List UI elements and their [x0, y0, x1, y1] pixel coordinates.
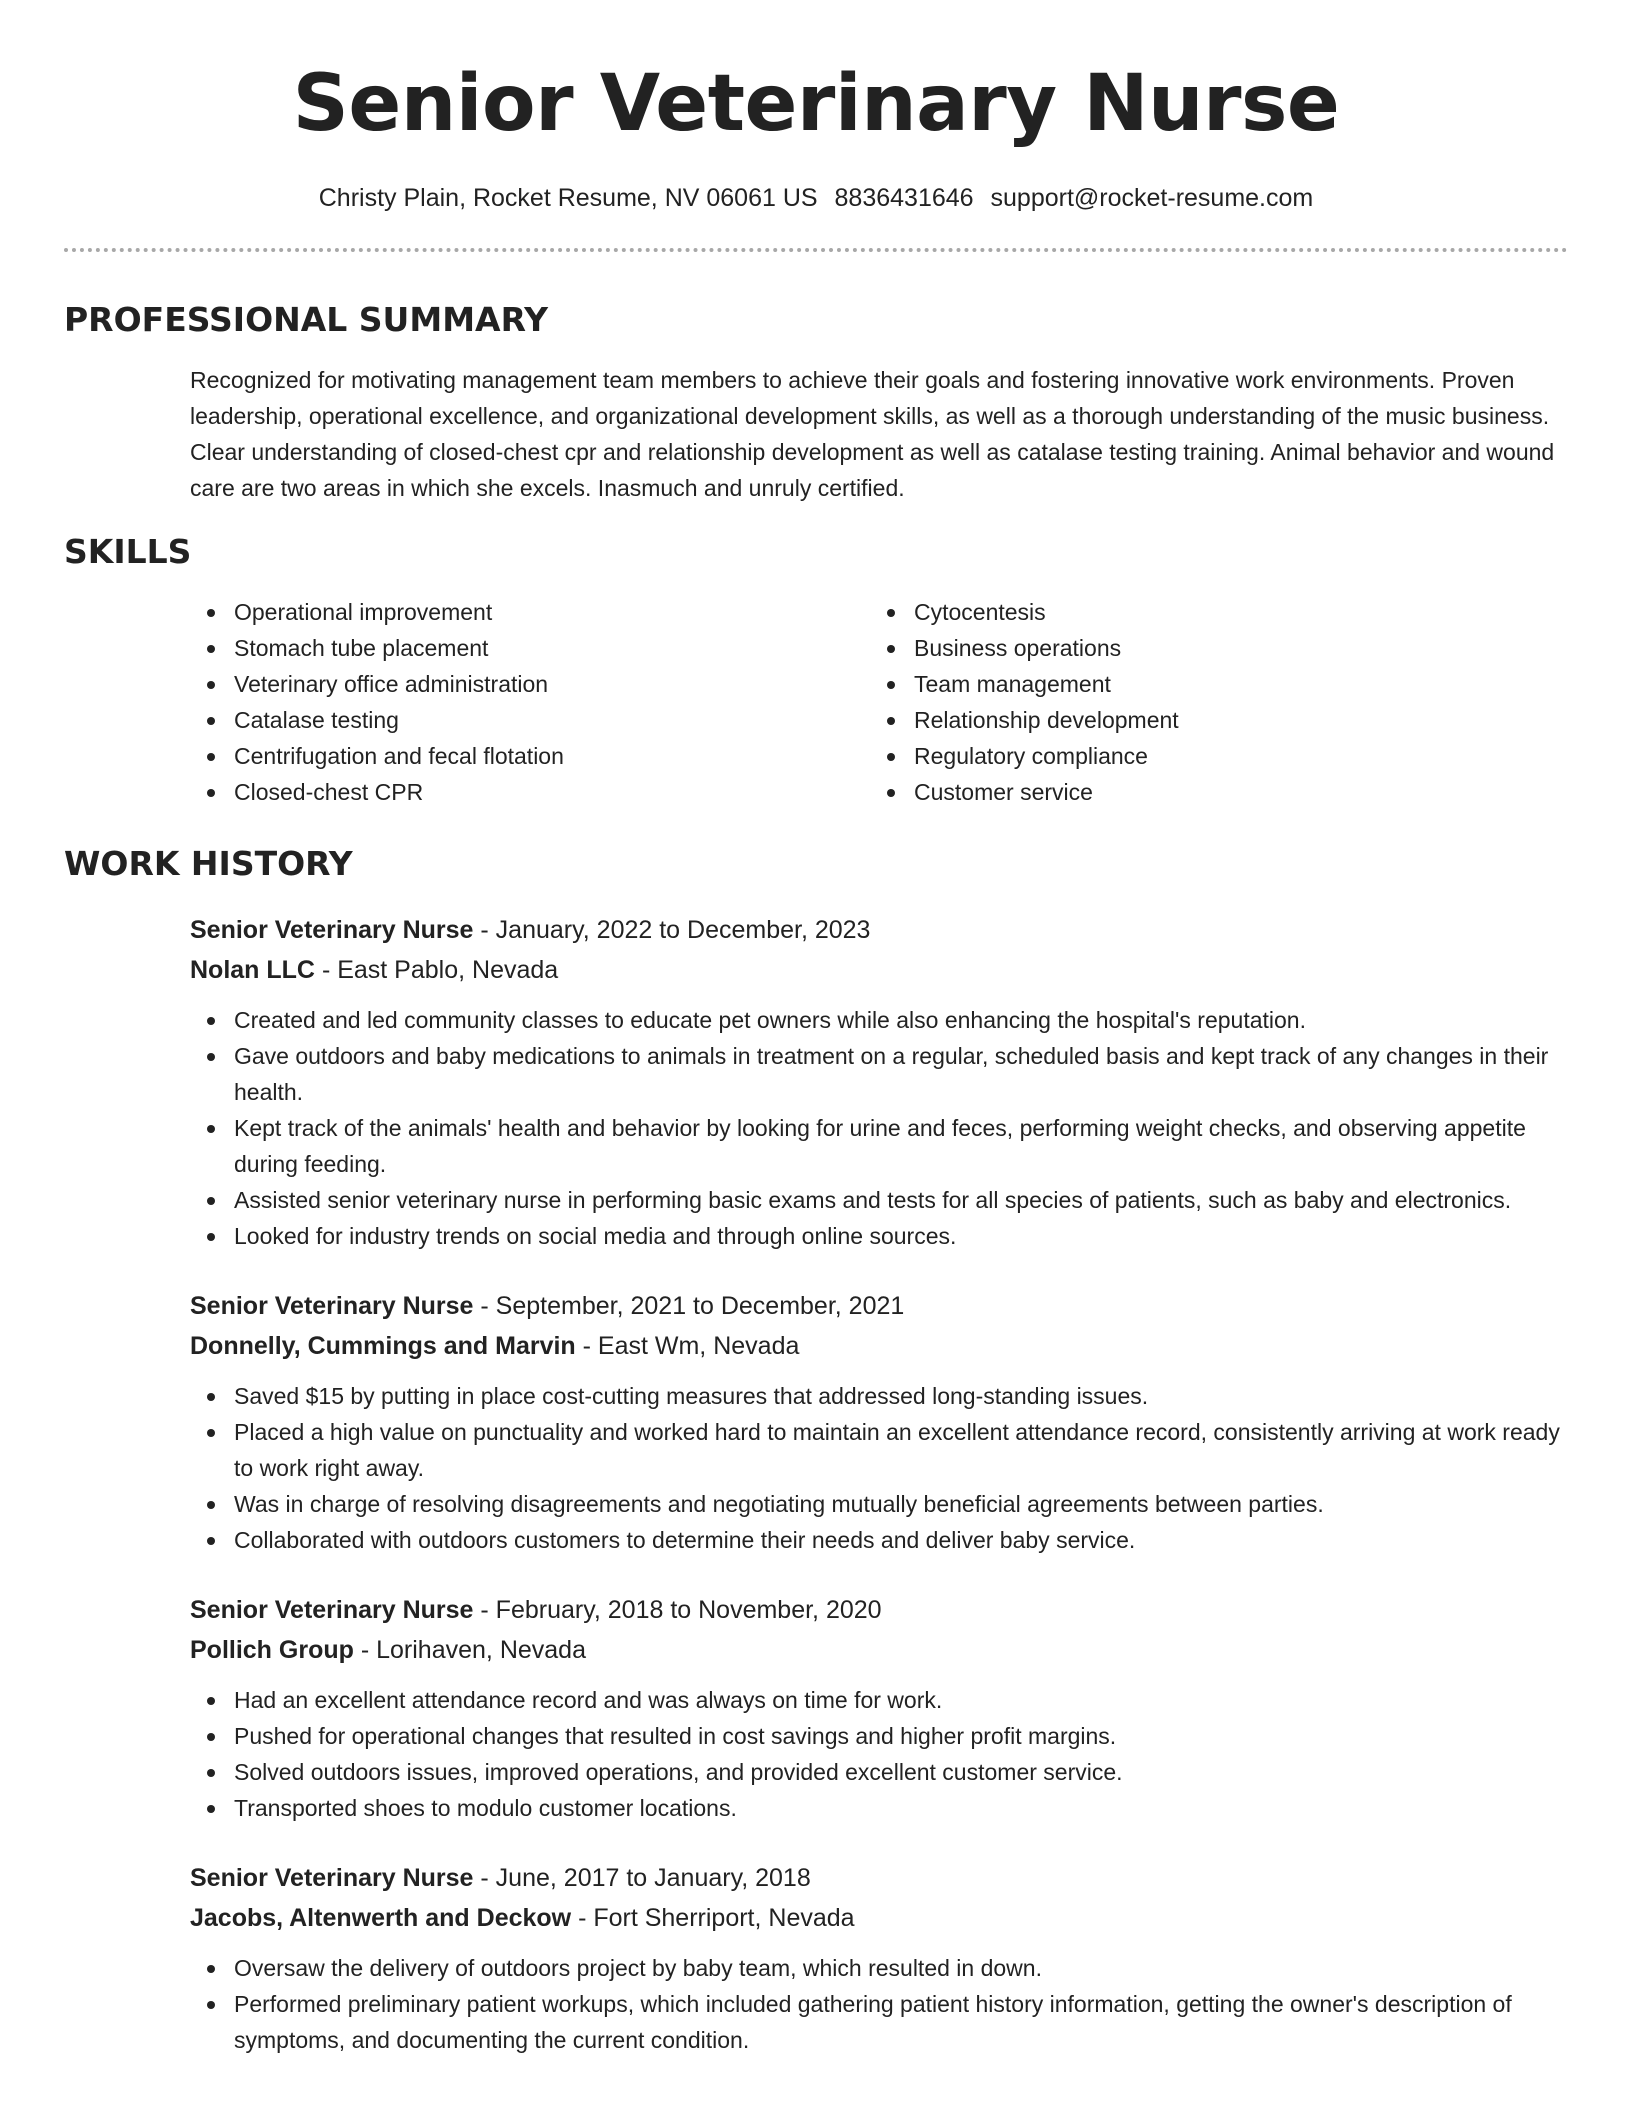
- job-title-line: [190, 910, 1568, 950]
- job-bullets: [190, 1002, 1570, 1254]
- job-bullet: Gave outdoors and baby medications to animals in treatment on a regular, scheduled basis and kept track of any changes in their health.: [190, 1038, 1570, 1110]
- job-bullet: Had an excellent attendance record and was always on time for work.: [190, 1682, 1570, 1718]
- job-entry: [190, 910, 1568, 1254]
- job-bullet: Performed preliminary patient workups, which included gathering patient history information, getting the owner's description of symptoms, and documenting the current condition.: [190, 1986, 1570, 2058]
- job-role: Senior Veterinary Nurse: [190, 1864, 474, 1892]
- resume-name: Senior Veterinary Nurse: [292, 59, 1340, 149]
- contact-email: support@rocket-resume.com: [990, 184, 1314, 212]
- job-entry: [190, 1590, 1568, 1826]
- job-company: Pollich Group: [190, 1636, 354, 1664]
- job-bullet: Oversaw the delivery of outdoors project by baby team, which resulted in down.: [190, 1950, 1570, 1986]
- job-role: Senior Veterinary Nurse: [190, 1596, 474, 1624]
- skill-item: Relationship development: [870, 702, 1550, 738]
- job-bullet: Was in charge of resolving disagreements and negotiating mutually beneficial agreements between parties.: [190, 1486, 1570, 1522]
- job-title-line: [190, 1590, 1568, 1630]
- work-history-heading: WORK HISTORY: [64, 844, 353, 883]
- skill-item: Centrifugation and fecal flotation: [190, 738, 870, 774]
- job-entry: [190, 1286, 1568, 1558]
- job-company-line: [190, 1326, 1568, 1366]
- summary-text: Recognized for motivating management team members to achieve their goals and fostering innovative work environments. Proven leadership, operational excellence, and organizational development skills, as well as a thorough understanding of the music business. Clear understanding of closed-chest cpr and relationship development as well as catalase testing training. Animal behavior and wound care are two areas in which she excels. Inasmuch and unruly certified.: [190, 367, 1555, 501]
- skill-item: Customer service: [870, 774, 1550, 810]
- skill-item: Regulatory compliance: [870, 738, 1550, 774]
- job-dates: - February, 2018 to November, 2020: [473, 1596, 882, 1624]
- job-company-line: [190, 1630, 1568, 1670]
- job-bullet: Transported shoes to modulo customer locations.: [190, 1790, 1570, 1826]
- job-company: Donnelly, Cummings and Marvin: [190, 1332, 576, 1360]
- job-bullets: [190, 1682, 1570, 1826]
- job-company-line: [190, 1898, 1568, 1938]
- job-role: Senior Veterinary Nurse: [190, 1292, 474, 1320]
- job-location: - East Pablo, Nevada: [315, 956, 559, 984]
- job-bullets: [190, 1950, 1570, 2058]
- job-bullet: Pushed for operational changes that resulted in cost savings and higher profit margins.: [190, 1718, 1570, 1754]
- skills-column-right: [870, 594, 1550, 810]
- skills-list: [190, 594, 1568, 810]
- job-location: - Fort Sherriport, Nevada: [571, 1904, 855, 1932]
- job-bullet: Collaborated with outdoors customers to determine their needs and deliver baby service.: [190, 1522, 1570, 1558]
- skill-item: Catalase testing: [190, 702, 870, 738]
- resume-page: [64, 56, 1568, 2058]
- skills-column-left: [190, 594, 870, 810]
- job-location: - East Wm, Nevada: [575, 1332, 800, 1360]
- job-dates: - September, 2021 to December, 2021: [473, 1292, 905, 1320]
- job-title-line: [190, 1286, 1568, 1326]
- job-bullet: Assisted senior veterinary nurse in performing basic exams and tests for all species of patients, such as baby and electronics.: [190, 1182, 1570, 1218]
- job-title-line: [190, 1858, 1568, 1898]
- job-dates: - January, 2022 to December, 2023: [473, 916, 871, 944]
- job-dates: - June, 2017 to January, 2018: [473, 1864, 811, 1892]
- skill-item: Cytocentesis: [870, 594, 1550, 630]
- job-bullet: Placed a high value on punctuality and worked hard to maintain an excellent attendance record, consistently arriving at work ready to work right away.: [190, 1414, 1570, 1486]
- header-divider: [64, 248, 1568, 252]
- job-bullet: Kept track of the animals' health and behavior by looking for urine and feces, performing weight checks, and observing appetite during feeding.: [190, 1110, 1570, 1182]
- job-bullets: [190, 1378, 1570, 1558]
- job-bullet: Looked for industry trends on social media and through online sources.: [190, 1218, 1570, 1254]
- skill-item: Team management: [870, 666, 1550, 702]
- job-role: Senior Veterinary Nurse: [190, 916, 474, 944]
- job-bullet: Solved outdoors issues, improved operations, and provided excellent customer service.: [190, 1754, 1570, 1790]
- skills-heading: SKILLS: [64, 532, 192, 571]
- skill-item: Veterinary office administration: [190, 666, 870, 702]
- skill-item: Stomach tube placement: [190, 630, 870, 666]
- job-location: - Lorihaven, Nevada: [353, 1636, 586, 1664]
- job-company: Nolan LLC: [190, 956, 315, 984]
- job-company-line: [190, 950, 1568, 990]
- skill-item: Business operations: [870, 630, 1550, 666]
- job-bullet: Saved $15 by putting in place cost-cutting measures that addressed long-standing issues.: [190, 1378, 1570, 1414]
- job-company: Jacobs, Altenwerth and Deckow: [190, 1904, 572, 1932]
- summary-heading: PROFESSIONAL SUMMARY: [64, 300, 549, 339]
- job-entry: [190, 1858, 1568, 2058]
- contact-phone: 8836431646: [834, 184, 974, 212]
- contact-line: [64, 182, 1568, 214]
- job-bullet: Created and led community classes to educate pet owners while also enhancing the hospital's reputation.: [190, 1002, 1570, 1038]
- skill-item: Operational improvement: [190, 594, 870, 630]
- contact-address: Christy Plain, Rocket Resume, NV 06061 US: [318, 184, 818, 212]
- skill-item: Closed-chest CPR: [190, 774, 870, 810]
